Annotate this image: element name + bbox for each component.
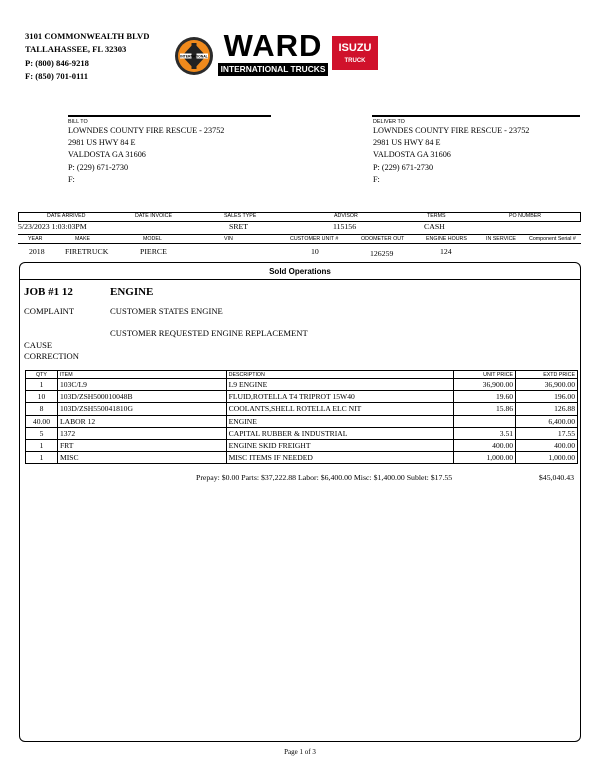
isuzu-wordmark: ISUZU xyxy=(338,42,372,54)
bill-to-name: LOWNDES COUNTY FIRE RESCUE - 23752 xyxy=(68,126,225,135)
qty-cell: 1 xyxy=(26,379,58,391)
qty-cell: 40.00 xyxy=(26,415,58,427)
dealer-city: TALLAHASSEE, FL 32303 xyxy=(25,44,127,55)
bill-to-phone: P: (229) 671-2730 xyxy=(68,162,129,172)
item-cell: LABOR 12 xyxy=(57,415,226,427)
model-header: MODEL xyxy=(143,236,162,242)
item-cell: FRT xyxy=(57,439,226,451)
deliver-to-city: VALDOSTA GA 31606 xyxy=(373,150,451,160)
sold-operations-divider xyxy=(20,279,580,280)
unit-price-cell: 1,000.00 xyxy=(454,452,516,464)
item-cell: MISC xyxy=(57,452,226,464)
deliver-to-address xyxy=(373,125,529,186)
unit-price-cell: 3.51 xyxy=(454,427,516,439)
qty-cell: 10 xyxy=(26,391,58,403)
international-logo xyxy=(174,35,214,77)
table-row xyxy=(26,379,578,391)
job-summary: Prepay: $0.00 Parts: $37,222.88 Labor: $6,400.00 Misc: $1,400.00 Sublet: $17.55 xyxy=(196,473,453,482)
table-row xyxy=(26,427,578,439)
unit-price-cell: 36,900.00 xyxy=(454,379,516,391)
unit-price-cell: 19.60 xyxy=(454,391,516,403)
date-invoice-header: DATE INVOICE xyxy=(135,213,172,219)
year-value: 2018 xyxy=(29,247,45,256)
description-cell: L9 ENGINE xyxy=(226,379,453,391)
job-total: $45,040.43 xyxy=(538,473,574,482)
extd-price-column-header: EXTD PRICE xyxy=(516,371,578,379)
table-row xyxy=(26,439,578,451)
bill-to-block xyxy=(68,119,224,186)
isuzu-subtitle: TRUCK xyxy=(344,58,366,64)
request-text: CUSTOMER REQUESTED ENGINE REPLACEMENT xyxy=(110,328,308,338)
description-cell: MISC ITEMS IF NEEDED xyxy=(226,452,453,464)
bill-to-street: 2981 US HWY 84 E xyxy=(68,138,136,148)
qty-cell: 5 xyxy=(26,427,58,439)
advisor-value: 115156 xyxy=(333,222,357,231)
description-cell: CAPITAL RUBBER & INDUSTRIAL xyxy=(226,427,453,439)
po-number-header: PO NUMBER xyxy=(509,213,542,219)
extd-price-cell: 36,900.00 xyxy=(516,379,578,391)
ih-logo-wordmark: INTERNATIONAL xyxy=(180,54,208,59)
complaint-label: COMPLAINT xyxy=(24,306,75,316)
table-row xyxy=(26,391,578,403)
component-serial-header: Component Serial # xyxy=(529,236,576,242)
vin-header: VIN xyxy=(224,236,233,242)
in-service-header: IN SERVICE xyxy=(486,236,516,242)
unit-price-cell: 15.86 xyxy=(454,403,516,415)
dealer-fax: F: (850) 701-0111 xyxy=(25,70,89,81)
unit-price-cell xyxy=(454,415,516,427)
ward-wordmark: WARD xyxy=(223,28,323,63)
description-cell: COOLANTS,SHELL ROTELLA ELC NIT xyxy=(226,403,453,415)
line-items-table xyxy=(25,370,578,464)
qty-cell: 1 xyxy=(26,439,58,451)
table-row xyxy=(26,452,578,464)
extd-price-cell: 196.00 xyxy=(516,391,578,403)
make-header: MAKE xyxy=(75,236,91,242)
order-info-header xyxy=(18,212,581,221)
sold-operations-title: Sold Operations xyxy=(269,267,331,276)
odometer-value: 126259 xyxy=(370,249,394,258)
unit-price-column-header: UNIT PRICE xyxy=(454,371,516,379)
deliver-to-name: LOWNDES COUNTY FIRE RESCUE - 23752 xyxy=(373,126,530,135)
ward-logo xyxy=(218,28,328,76)
deliver-to-block xyxy=(373,119,529,186)
terms-header: TERMS xyxy=(427,213,446,219)
advisor-header: ADVISOR xyxy=(334,213,358,219)
qty-column-header: QTY xyxy=(26,371,58,379)
extd-price-cell: 6,400.00 xyxy=(516,415,578,427)
vehicle-header xyxy=(18,234,581,244)
extd-price-cell: 126.88 xyxy=(516,403,578,415)
item-cell: 103D/ZSH550041810G xyxy=(57,403,226,415)
dealer-address xyxy=(25,30,149,83)
deliver-to-rule xyxy=(372,115,580,117)
description-cell: ENGINE SKID FREIGHT xyxy=(226,439,453,451)
terms-value: CASH xyxy=(424,222,445,231)
description-cell: FLUID,ROTELLA T4 TRIPROT 15W40 xyxy=(226,391,453,403)
item-cell: 103C/L9 xyxy=(57,379,226,391)
dealer-phone: P: (800) 846-9218 xyxy=(25,57,89,68)
unit-price-cell: 400.00 xyxy=(454,439,516,451)
sales-type-header: SALES TYPE xyxy=(224,213,257,219)
qty-cell: 1 xyxy=(26,452,58,464)
item-cell: 103D/ZSH500010048B xyxy=(57,391,226,403)
year-header: YEAR xyxy=(28,236,43,242)
page-number: Page 1 of 3 xyxy=(284,748,316,756)
date-arrived-header: DATE ARRIVED xyxy=(47,213,86,219)
bill-to-fax: F: xyxy=(68,174,75,184)
deliver-to-street: 2981 US HWY 84 E xyxy=(373,138,441,148)
bill-to-rule xyxy=(68,115,271,117)
correction-label: CORRECTION xyxy=(24,351,79,361)
extd-price-cell: 400.00 xyxy=(516,439,578,451)
model-value: PIERCE xyxy=(140,247,167,256)
cause-label: CAUSE xyxy=(24,340,53,350)
odometer-header: ODOMETER OUT xyxy=(361,236,405,242)
sales-type-value: SRET xyxy=(229,222,249,231)
job-number: JOB #1 12 xyxy=(24,286,73,298)
deliver-to-fax: F: xyxy=(373,174,380,184)
customer-unit-value: 10 xyxy=(311,247,319,256)
bill-to-address xyxy=(68,125,224,186)
isuzu-logo xyxy=(332,36,378,70)
deliver-to-phone: P: (229) 671-2730 xyxy=(373,162,434,172)
extd-price-cell: 1,000.00 xyxy=(516,452,578,464)
line-items-header-row xyxy=(26,371,578,379)
order-info-divider xyxy=(18,221,581,222)
table-row xyxy=(26,415,578,427)
item-column-header: ITEM xyxy=(57,371,226,379)
engine-hours-value: 124 xyxy=(440,247,452,256)
customer-unit-header: CUSTOMER UNIT # xyxy=(290,236,339,242)
engine-hours-header: ENGINE HOURS xyxy=(426,236,467,242)
bill-to-city: VALDOSTA GA 31606 xyxy=(68,150,146,160)
description-cell: ENGINE xyxy=(226,415,453,427)
qty-cell: 8 xyxy=(26,403,58,415)
complaint-text: CUSTOMER STATES ENGINE xyxy=(110,306,223,316)
description-column-header: DESCRIPTION xyxy=(226,371,453,379)
extd-price-cell: 17.55 xyxy=(516,427,578,439)
table-row xyxy=(26,403,578,415)
make-value: FIRETRUCK xyxy=(65,247,109,256)
dealer-street: 3101 COMMONWEALTH BLVD xyxy=(25,31,150,41)
item-cell: 1372 xyxy=(57,427,226,439)
bill-to-label: BILL TO xyxy=(68,119,88,125)
deliver-to-label: DELIVER TO xyxy=(373,119,405,125)
job-name: ENGINE xyxy=(110,286,154,298)
date-arrived-value: 5/23/2023 1:03:03PM xyxy=(18,222,87,231)
ward-subtitle: INTERNATIONAL TRUCKS xyxy=(218,63,328,76)
